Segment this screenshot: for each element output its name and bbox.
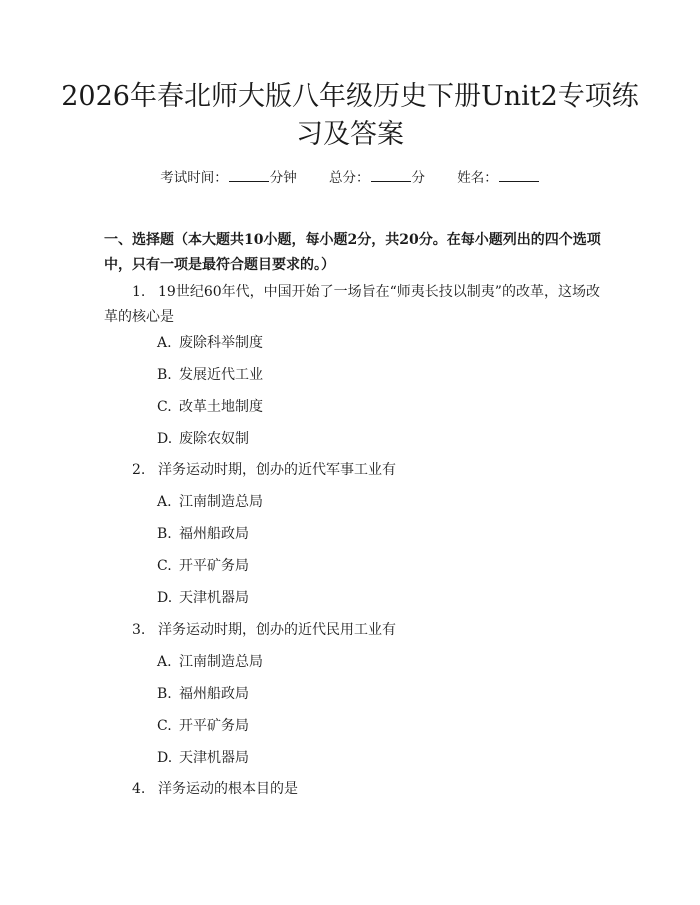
option-item bbox=[157, 492, 263, 512]
question-number: 2. bbox=[132, 462, 146, 478]
option-label: A. bbox=[157, 654, 172, 670]
option-text: 天津机器局 bbox=[179, 590, 249, 606]
question-stem bbox=[104, 280, 600, 330]
total-score-label: 总分： bbox=[329, 170, 370, 186]
option-text: 废除农奴制 bbox=[179, 431, 249, 447]
option-label: D. bbox=[157, 590, 173, 606]
option-label: C. bbox=[157, 718, 172, 734]
name-label: 姓名： bbox=[457, 170, 498, 186]
option-text: 江南制造总局 bbox=[179, 494, 263, 510]
exam-time-unit: 分钟 bbox=[269, 170, 297, 186]
option-text: 开平矿务局 bbox=[179, 558, 249, 574]
option-text: 改革土地制度 bbox=[179, 399, 263, 415]
total-score-blank bbox=[371, 169, 411, 182]
question-number: 3. bbox=[132, 622, 146, 638]
name-field bbox=[457, 168, 540, 188]
option-item bbox=[157, 524, 249, 544]
question-text: 19世纪60年代，中国开始了一场旨在“师夷长技以制夷”的改革，这场改革的核心是 bbox=[104, 284, 600, 325]
option-text: 江南制造总局 bbox=[179, 654, 263, 670]
question-text: 洋务运动的根本目的是 bbox=[158, 781, 298, 797]
option-item bbox=[157, 365, 263, 385]
question-stem bbox=[104, 458, 600, 483]
option-label: C. bbox=[157, 399, 172, 415]
option-label: D. bbox=[157, 750, 173, 766]
option-text: 废除科举制度 bbox=[179, 335, 263, 351]
option-label: B. bbox=[157, 686, 172, 702]
exam-info-line bbox=[0, 168, 700, 188]
option-label: D. bbox=[157, 431, 173, 447]
exam-time-field bbox=[160, 168, 297, 188]
name-blank bbox=[499, 169, 539, 182]
option-text: 福州船政局 bbox=[179, 526, 249, 542]
option-label: A. bbox=[157, 494, 172, 510]
exam-time-blank bbox=[229, 169, 269, 182]
option-item bbox=[157, 333, 263, 353]
question-number: 1. bbox=[132, 284, 146, 300]
question-stem bbox=[104, 777, 600, 802]
option-text: 福州船政局 bbox=[179, 686, 249, 702]
option-item bbox=[157, 429, 249, 449]
exam-time-label: 考试时间： bbox=[160, 170, 228, 186]
option-label: A. bbox=[157, 335, 172, 351]
document-title: 2026年春北师大版八年级历史下册Unit2专项练习及答案 bbox=[61, 81, 639, 150]
question-stem bbox=[104, 618, 600, 643]
option-item bbox=[157, 556, 249, 576]
option-item bbox=[157, 716, 249, 736]
option-label: B. bbox=[157, 526, 172, 542]
option-text: 开平矿务局 bbox=[179, 718, 249, 734]
option-text: 天津机器局 bbox=[179, 750, 249, 766]
option-text: 发展近代工业 bbox=[179, 367, 263, 383]
option-item bbox=[157, 748, 249, 768]
option-item bbox=[157, 397, 263, 417]
question-text: 洋务运动时期，创办的近代军事工业有 bbox=[158, 462, 396, 478]
option-label: C. bbox=[157, 558, 172, 574]
option-item bbox=[157, 588, 249, 608]
option-item bbox=[157, 684, 249, 704]
question-text: 洋务运动时期，创办的近代民用工业有 bbox=[158, 622, 396, 638]
question-number: 4. bbox=[132, 781, 146, 797]
option-label: B. bbox=[157, 367, 172, 383]
option-item bbox=[157, 652, 263, 672]
section-heading: 一、选择题（本大题共10小题，每小题2分，共20分。在每小题列出的四个选项中，只有一项是最符合题目要求的。） bbox=[104, 232, 601, 273]
total-score-unit: 分 bbox=[411, 170, 425, 186]
total-score-field bbox=[329, 168, 425, 188]
